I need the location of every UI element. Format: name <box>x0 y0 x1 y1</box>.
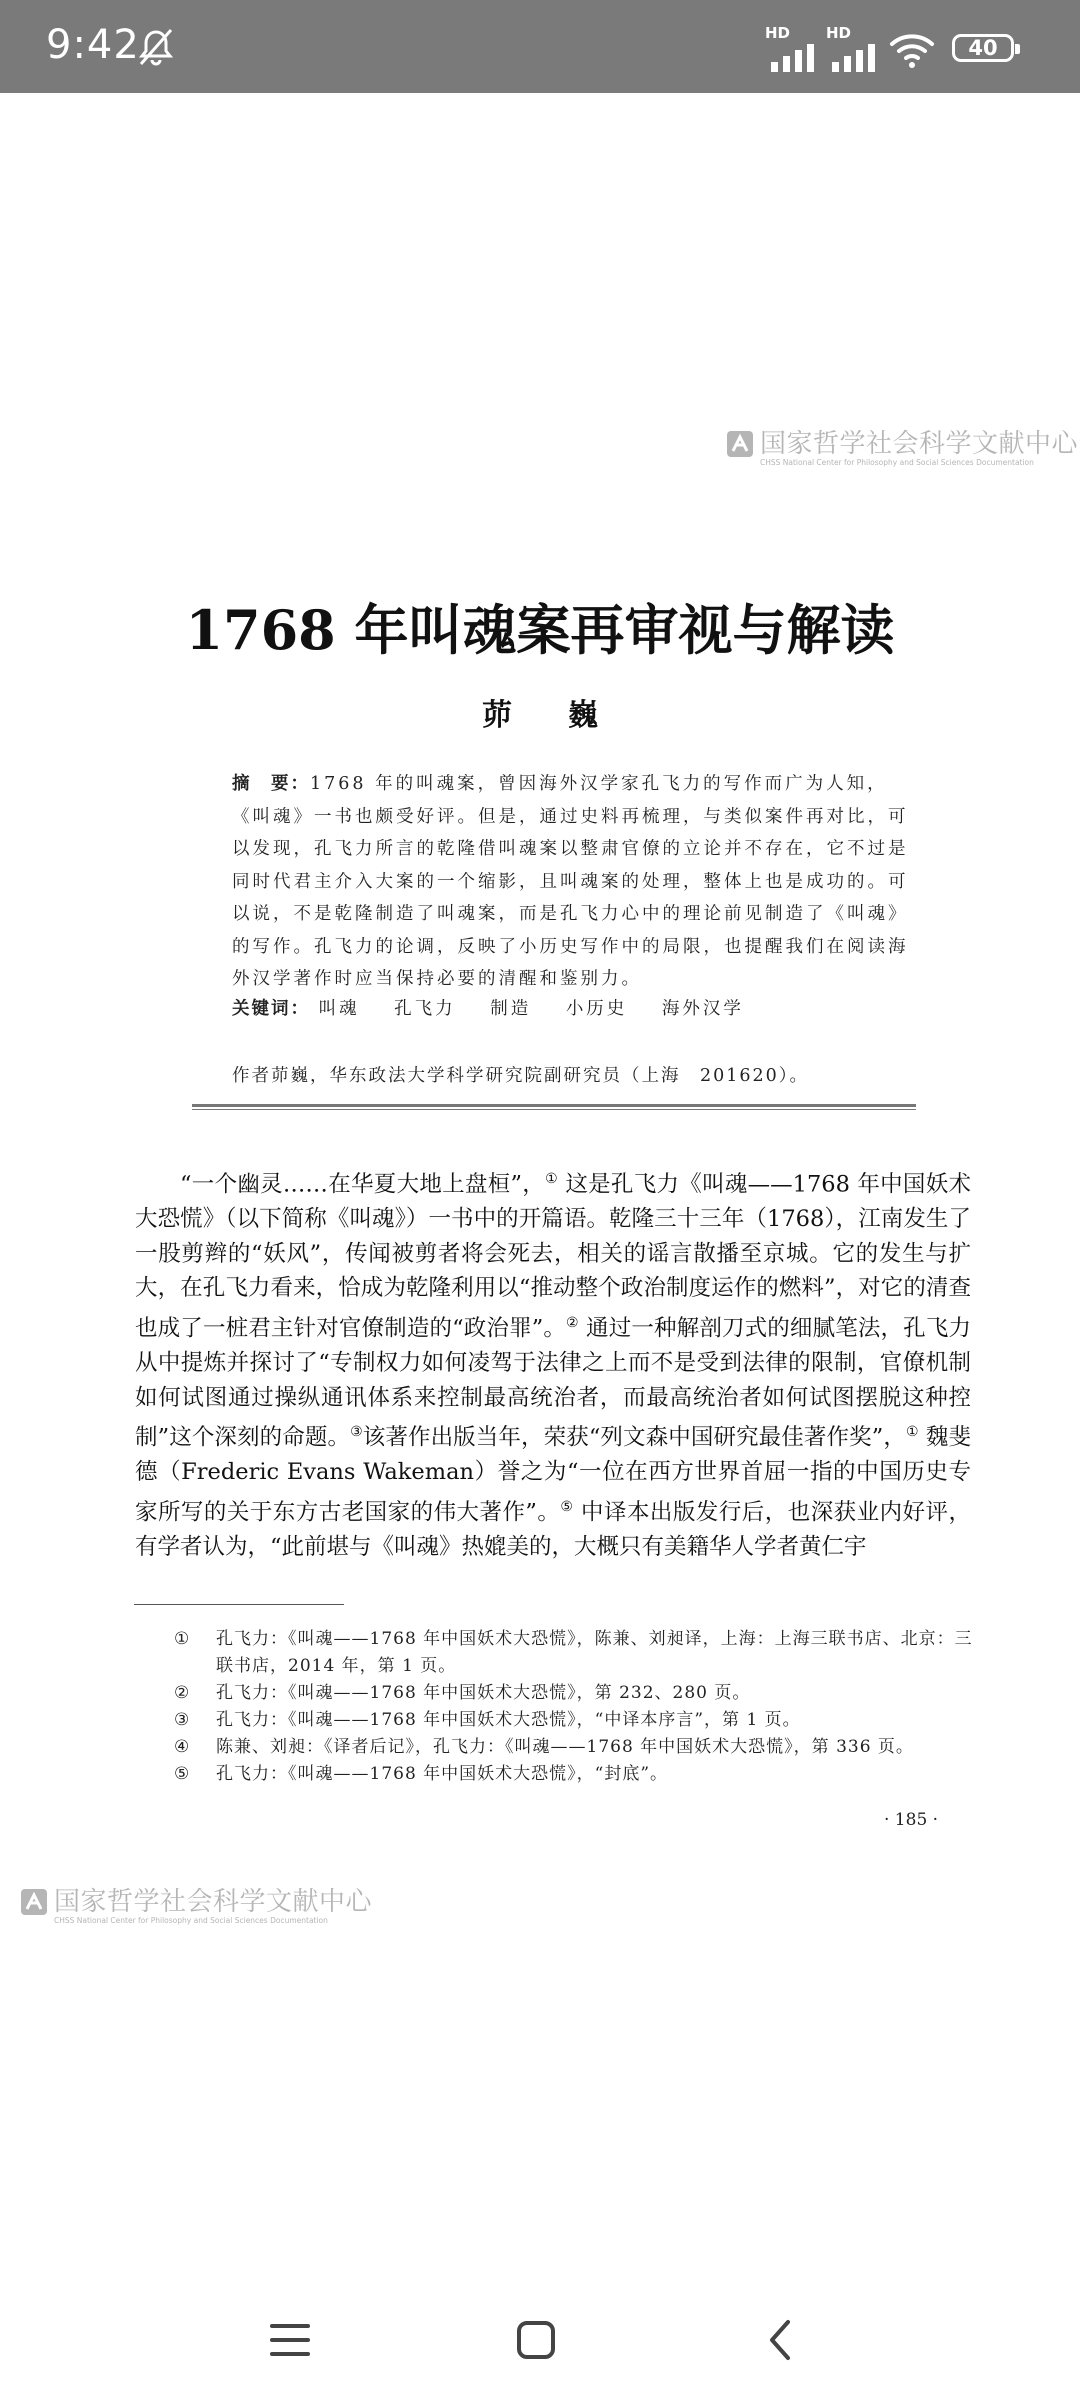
footnote-number: ④ <box>174 1737 191 1757</box>
signal-sim2-icon <box>826 24 878 72</box>
page-number: · 185 · <box>884 1810 939 1830</box>
footnote-number: ⑤ <box>174 1764 191 1784</box>
watermark-bottom <box>20 1888 372 1926</box>
article-author: 茆巍 <box>482 698 654 733</box>
footnote-item <box>174 1707 974 1734</box>
footnote-number: ② <box>174 1683 191 1703</box>
keyword: 小历史 <box>565 999 628 1019</box>
status-bar <box>0 0 1080 93</box>
footnote-ref[interactable]: ① <box>545 1171 558 1187</box>
footnote-divider <box>134 1604 344 1605</box>
watermark-text-en: CHSS National Center for Philosophy and Social Sciences Documentation <box>760 458 1034 467</box>
body-text-run: 通过一种解剖刀式的细腻笔法，孔飞力从中提炼并探讨了“专制权力如何凌驾于法律之上而不是受到法律的限制，官僚机制如何试图通过操纵通讯体系来控制最高统治者，而最高统治者如何试图摆脱这种控制”这个深刻的命题。 <box>135 1315 971 1451</box>
footnote-text: 孔飞力：《叫魂——1768 年中国妖术大恐慌》，“中译本序言”，第 1 页。 <box>216 1710 801 1730</box>
footnote-item <box>174 1734 974 1761</box>
footnote-text: 陈兼、刘昶：《译者后记》，孔飞力：《叫魂——1768 年中国妖术大恐慌》，第 336 页。 <box>216 1737 914 1757</box>
abstract-divider <box>192 1104 916 1110</box>
footnote-item <box>174 1626 974 1680</box>
home-icon[interactable] <box>506 2310 566 2370</box>
abstract-text: 1768 年的叫魂案，曾因海外汉学家孔飞力的写作而广为人知，《叫魂》一书也颇受好评。但是，通过史料再梳理，与类似案件再对比，可以发现，孔飞力所言的乾隆借叫魂案以整肃官僚的立论并不存在，它不过是同时代君主介入大案的一个缩影，且叫魂案的处理，整体上也是成功的。可以说，不是乾隆制造了叫魂案，而是孔飞力心中的理论前见制造了《叫魂》的写作。孔飞力的论调，反映了小历史写作中的局限，也提醒我们在阅读海外汉学著作时应当保持必要的清醒和鉴别力。 <box>232 774 909 989</box>
watermark-text-cn: 国家哲学社会科学文献中心 <box>54 1887 373 1917</box>
signal-sim1-icon <box>765 24 817 72</box>
footnote-ref[interactable]: ① <box>905 1424 919 1441</box>
navigation-bar <box>0 2290 1080 2400</box>
menu-icon[interactable] <box>260 2310 320 2370</box>
footnote-item <box>174 1761 974 1788</box>
author-info: 作者茆巍，华东政法大学科学研究院副研究员（上海 201620）。 <box>232 1066 810 1086</box>
footnote-number: ③ <box>174 1710 191 1730</box>
ncpssd-logo-icon <box>20 1888 48 1916</box>
footnote-number: ① <box>174 1629 191 1649</box>
body-text-run: 该著作出版当年，荣获“列文森中国研究最佳著作奖”， <box>362 1424 906 1451</box>
footnote-text: 孔飞力：《叫魂——1768 年中国妖术大恐慌》，“封底”。 <box>216 1764 669 1784</box>
abstract <box>232 768 914 996</box>
body-text-run: 这是孔飞力《叫魂——1768 年中国妖术大恐慌》（以下简称《叫魂》）一书中的开篇语。乾隆三十三年（1768），江南发生了一股剪辫的“妖风”，传闻被剪者将会死去，相关的谣言散播至京城。它的发生与扩大，在孔飞力看来，恰成为乾隆利用以“推动整个政治制度运作的燃料”，对它的清查也成了一桩君主针对官僚制造的“政治罪”。 <box>135 1171 971 1342</box>
footnote-item <box>174 1680 974 1707</box>
footnotes <box>174 1626 974 1788</box>
keyword: 海外汉学 <box>661 999 744 1019</box>
battery-indicator: 40 <box>952 34 1014 62</box>
footnote-ref[interactable]: ③ <box>350 1424 363 1441</box>
hd-label: HD <box>826 24 852 42</box>
ncpssd-logo-icon <box>726 430 754 458</box>
keyword: 制造 <box>490 999 532 1019</box>
abstract-label: 摘 要： <box>232 774 310 794</box>
body-text-run: 魏斐德（Frederic Evans Wakeman）誉之为“一位在西方世界首屈一指的中国历史专家所写的关于东方古老国家的伟大著作”。 <box>135 1424 971 1526</box>
watermark-text-en: CHSS National Center for Philosophy and Social Sciences Documentation <box>54 1916 328 1925</box>
footnote-text: 孔飞力：《叫魂——1768 年中国妖术大恐慌》，第 232、280 页。 <box>216 1683 751 1703</box>
keywords <box>232 995 914 1020</box>
keyword: 叫魂 <box>318 999 360 1019</box>
keyword: 孔飞力 <box>394 999 456 1019</box>
hd-label: HD <box>765 24 791 42</box>
body-text-run: 中译本出版发行后，也深获业内好评，有学者认为，“此前堪与《叫魂》热媲美的，大概只有美籍华人学者黄仁宇 <box>135 1499 971 1560</box>
notifications-muted-icon <box>135 26 177 68</box>
watermark-text-cn: 国家哲学社会科学文献中心 <box>760 429 1079 459</box>
footnote-ref[interactable]: ② <box>566 1314 579 1331</box>
wifi-icon <box>888 30 936 70</box>
body-paragraph <box>135 1162 971 1565</box>
keywords-label: 关键词： <box>232 999 310 1019</box>
footnote-text: 孔飞力：《叫魂——1768 年中国妖术大恐慌》，陈兼、刘昶译，上海：上海三联书店、北京：三联书店，2014 年，第 1 页。 <box>216 1629 973 1676</box>
back-icon[interactable] <box>752 2310 812 2370</box>
watermark-top <box>726 430 1078 468</box>
status-time: 9:42 <box>46 22 140 68</box>
footnote-ref[interactable]: ⑤ <box>560 1498 574 1515</box>
article-title: 1768 年叫魂案再审视与解读 <box>185 598 895 662</box>
body-text-run: “一个幽灵……在华夏大地上盘桓”， <box>180 1171 546 1198</box>
